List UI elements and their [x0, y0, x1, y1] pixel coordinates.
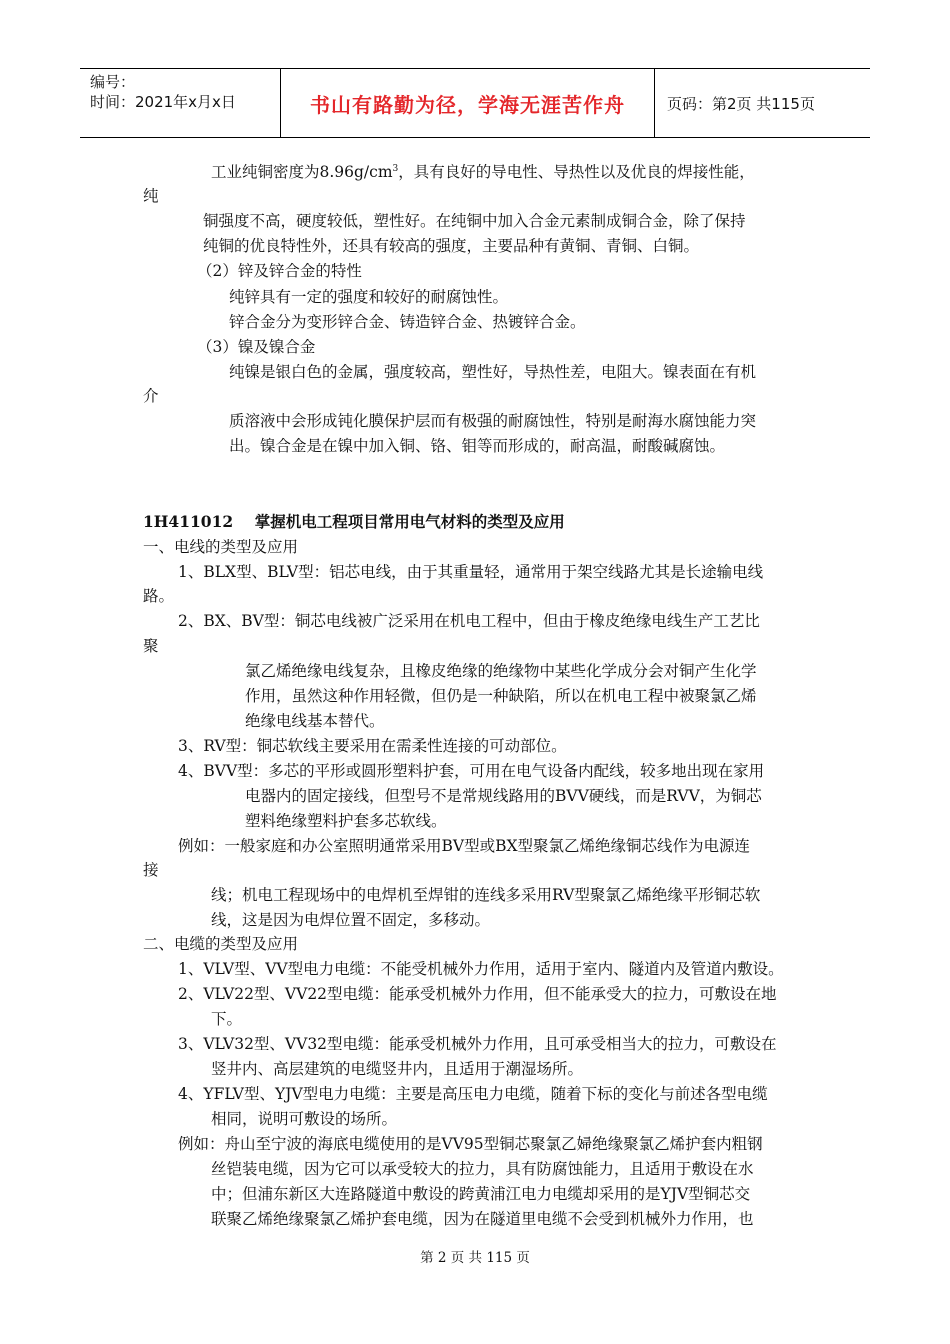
cable-item-4-line-b: 相同，说明可敷设的场所。 — [211, 1110, 398, 1128]
wire-item-4-line-c: 塑料绝缘塑料护套多芯软线。 — [245, 812, 447, 830]
code-label: 编号： — [90, 73, 136, 91]
wire-item-4-line-b: 电器内的固定接线，但型号不是常规线路用的BVV硬线，而是RVV，为铜芯 — [245, 787, 762, 805]
wire-example-char: 接 — [143, 861, 159, 879]
nickel-line-2: 质溶液中会形成钝化膜保护层而有极强的耐腐蚀性，特别是耐海水腐蚀能力突 — [229, 412, 757, 430]
cable-example-line-d: 联聚乙烯绝缘聚氯乙烯护套电缆，因为在隧道里电缆不会受到机械外力作用，也 — [211, 1210, 754, 1228]
wire-item-2: 2、BX、BV型：铜芯电线被广泛采用在机电工程中，但由于橡皮绝缘电线生产工艺比 — [178, 612, 760, 630]
section-title: 1H411012 掌握机电工程项目常用电气材料的类型及应用 — [143, 512, 565, 531]
cable-item-4: 4、YFLV型、YJV型电力电缆：主要是高压电力电缆，随着下标的变化与前述各型电缆 — [178, 1085, 768, 1103]
cable-example-line-b: 丝铠装电缆，因为它可以承受较大的拉力，具有防腐蚀能力，且适用于敷设在水 — [211, 1160, 754, 1178]
cable-item-2: 2、VLV22型、VV22型电缆：能承受机械外力作用，但不能承受大的拉力，可敷设在地 — [178, 985, 777, 1003]
header-meta — [80, 69, 281, 137]
page-header — [80, 68, 870, 138]
wire-item-2-line-d: 绝缘电线基本替代。 — [245, 712, 385, 730]
cable-example-line-c: 中；但浦东新区大连路隧道中敷设的跨黄浦江电力电缆却采用的是YJV型铜芯交 — [211, 1185, 751, 1203]
wire-item-4: 4、BVV型：多芯的平形或圆形塑料护套，可用在电气设备内配线，较多地出现在家用 — [178, 762, 765, 780]
zinc-title: （2）锌及锌合金的特性 — [197, 262, 362, 280]
cable-example: 例如：舟山至宁波的海底电缆使用的是VV95型铜芯聚氯乙婦绝缘聚氯乙烯护套内粗钢 — [178, 1135, 763, 1153]
wire-item-2-line-b: 氯乙烯绝缘电线复杂，且橡皮绝缘的绝缘物中某些化学成分会对铜产生化学 — [245, 662, 757, 680]
motto: 书山有路勤为径，学海无涯苦作舟 — [310, 92, 625, 117]
wire-example-line-c: 线，这是因为电焊位置不固定，多移动。 — [211, 911, 491, 929]
header-motto-cell — [281, 69, 655, 137]
page-footer: 第 2 页 共 115 页 — [420, 1250, 530, 1266]
nickel-wrap-char: 介 — [143, 387, 159, 405]
wire-example: 例如：一般家庭和办公室照明通常采用BV型或BX型聚氯乙烯绝缘铜芯线作为电源连 — [178, 837, 751, 855]
cable-item-3-line-b: 竖井内、高层建筑的电缆竖井内，且适用于潮湿场所。 — [211, 1060, 584, 1078]
copper-line-2: 铜强度不高，硬度较低，塑性好。在纯铜中加入合金元素制成铜合金，除了保持 — [203, 212, 746, 230]
cable-section-title: 二、电缆的类型及应用 — [143, 935, 299, 953]
wire-item-2-line-c: 作用，虽然这种作用轻微，但仍是一种缺陷，所以在机电工程中被聚氯乙烯 — [245, 687, 757, 705]
cable-item-1: 1、VLV型、VV型电力电缆：不能受机械外力作用，适用于室内、隧道内及管道内敷设。 — [178, 960, 784, 978]
copper-line-3: 纯铜的优良特性外，还具有较高的强度，主要品种有黄铜、青铜、白铜。 — [203, 237, 700, 255]
cable-item-3: 3、VLV32型、VV32型电缆：能承受机械外力作用，且可承受相当大的拉力，可敷设在 — [178, 1035, 777, 1053]
cable-item-2-line-b: 下。 — [211, 1010, 243, 1028]
nickel-title: （3）镍及镍合金 — [197, 338, 316, 356]
wire-item-1-end: 路。 — [143, 587, 175, 605]
copper-wrap-char: 纯 — [143, 187, 159, 205]
nickel-line-3: 出。镍合金是在镍中加入铜、铬、钼等而形成的，耐高温，耐酸碱腐蚀。 — [229, 437, 726, 455]
wire-item-1: 1、BLX型、BLV型：铝芯电线，由于其重量轻，通常用于架空线路尤其是长途输电线 — [178, 563, 764, 581]
zinc-line-1: 纯锌具有一定的强度和较好的耐腐蚀性。 — [229, 288, 509, 306]
wire-item-2-char: 聚 — [143, 637, 159, 655]
zinc-line-2: 锌合金分为变形锌合金、铸造锌合金、热镀锌合金。 — [229, 313, 586, 331]
wire-example-line-b: 线；机电工程现场中的电焊机至焊钳的连线多采用RV型聚氯乙烯绝缘平形铜芯软 — [211, 886, 761, 904]
copper-line-1: 工业纯铜密度为$8.96g/cm^3$，具有良好的导电性、导热性以及优良的焊接性能， — [211, 163, 755, 181]
wire-item-3: 3、RV型：铜芯软线主要采用在需柔性连接的可动部位。 — [178, 737, 567, 755]
nickel-line-1: 纯镍是银白色的金属，强度较高，塑性好，导热性差，电阻大。镍表面在有机 — [229, 363, 757, 381]
wire-section-title: 一、电线的类型及应用 — [143, 538, 299, 556]
page-number-label: 页码：第2页 共115页 — [667, 94, 815, 113]
time-label: 时间：2021年x月x日 — [90, 93, 236, 111]
